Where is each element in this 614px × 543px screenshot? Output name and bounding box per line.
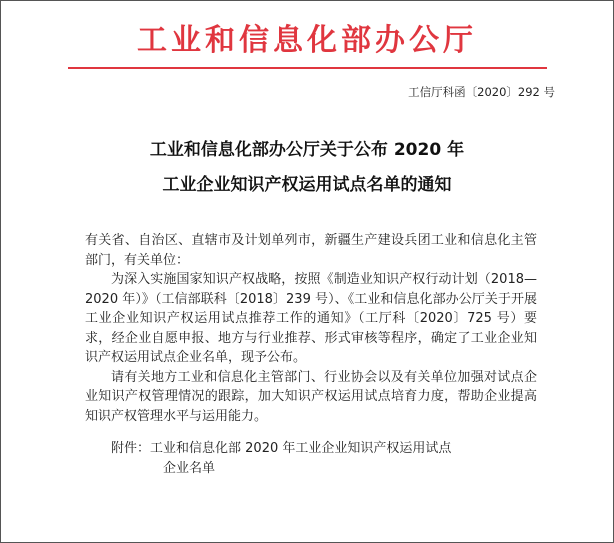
attachment-line-2: 企业名单 (163, 460, 216, 476)
spacer (85, 426, 537, 439)
document-number: 工信厅科函〔2020〕292 号 (408, 85, 555, 99)
title-line-1: 工业和信息化部办公厅关于公布 2020 年 (149, 140, 465, 160)
attachment-title: 工业和信息化部 2020 年工业企业知识产权运用试点 (150, 441, 452, 456)
letterhead-red-rule (68, 67, 547, 69)
salutation: 有关省、自治区、直辖市及计划单列市，新疆生产建设兵团工业和信息化主管部门，有关单位： (85, 233, 537, 268)
letterhead-issuer: 工业和信息化部办公厅 (137, 23, 477, 58)
document-body (85, 231, 537, 478)
title-line-2: 工业企业知识产权运用试点名单的通知 (162, 175, 452, 195)
body-paragraph-1: 为深入实施国家知识产权战略，按照《制造业知识产权行动计划（2018—2020 年）》（工信部联科〔2018〕239 号）、《工业和信息化部办公厅关于开展工业企业知识产权运用试点推荐工作的通知》（工厅科〔2020〕725 号）要求，经企业自愿申报、地方与行业推荐、形式审核等程序，确定了工业企业知识产权运用试点企业名单，现予公布。 (85, 272, 537, 365)
attachment-line-1 (85, 439, 537, 459)
attachment-label: 附件： (111, 441, 151, 456)
body-paragraph-2: 请有关地方工业和信息化主管部门、行业协会以及有关单位加强对试点企业知识产权管理情况的跟踪，加大知识产权运用试点培育力度，帮助企业提高知识产权管理水平与运用能力。 (85, 369, 537, 424)
